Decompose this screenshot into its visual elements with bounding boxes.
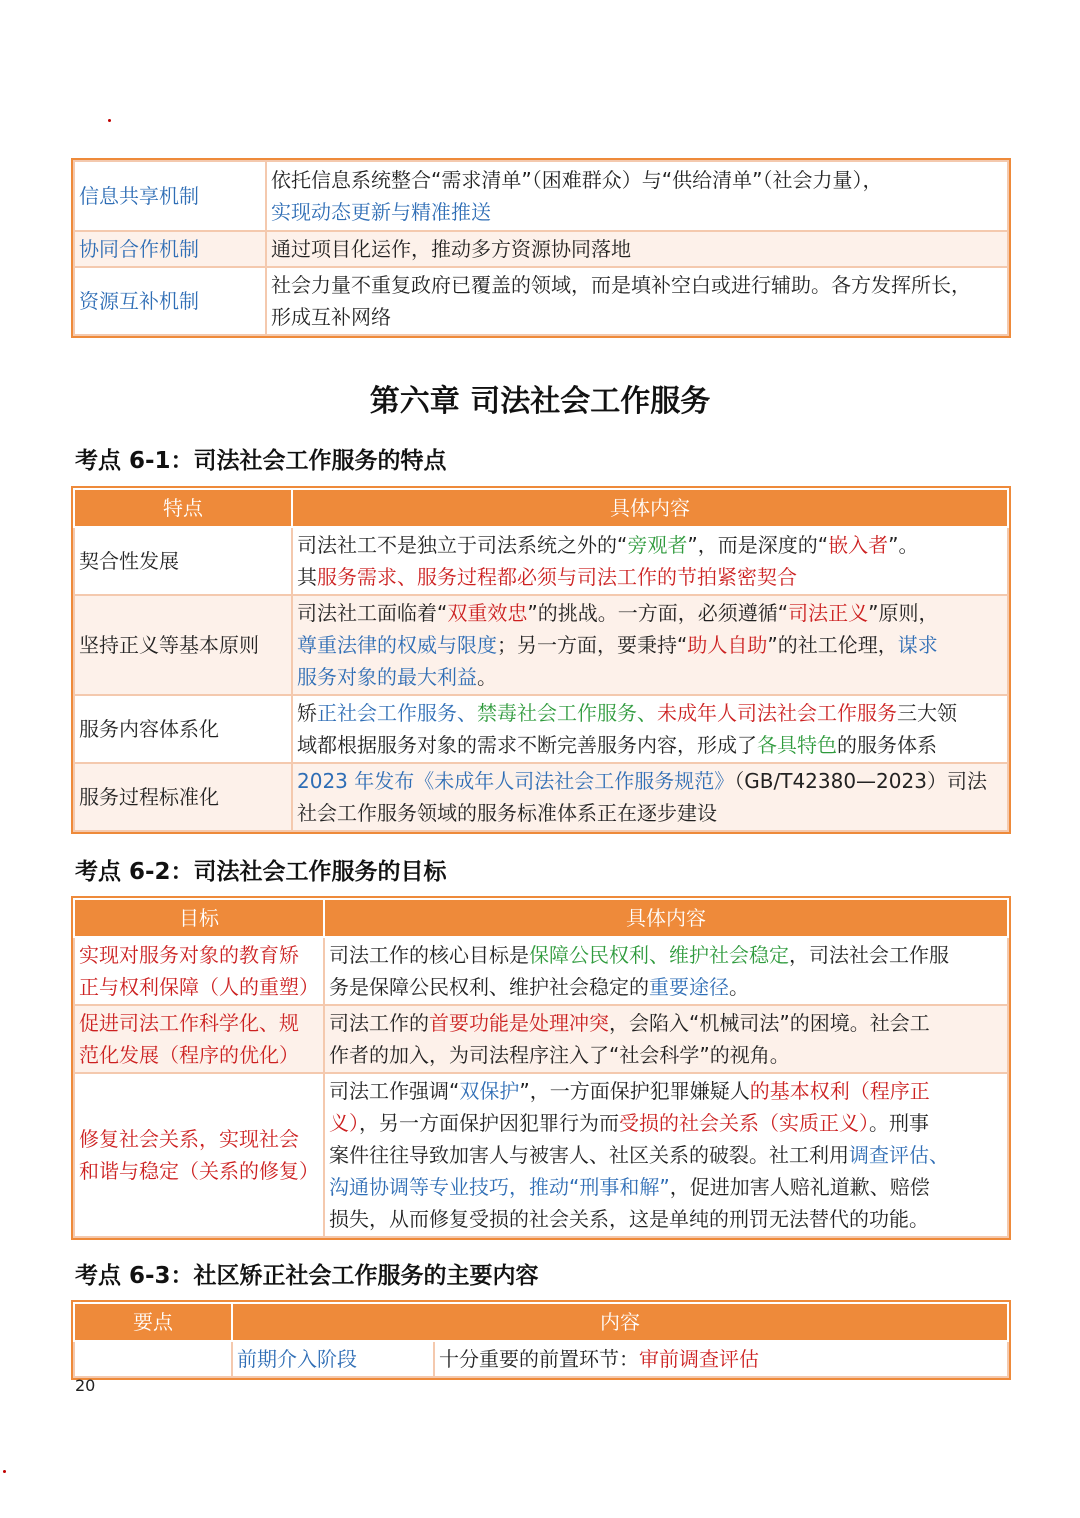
goal-line: 范化发展（程序的优化） [79, 1043, 299, 1067]
text-span: 司法工作的 [329, 1011, 429, 1035]
text-span: 务是保障公民权利、维护社会稳定的 [329, 975, 649, 999]
text-span: 双重效忠 [447, 601, 528, 625]
key-cell [74, 1341, 232, 1377]
goal-content [324, 937, 1008, 1005]
feature-name: 契合性发展 [74, 527, 292, 595]
feature-content [292, 595, 1008, 695]
table-header-row [74, 1303, 1008, 1341]
goal-name [74, 937, 324, 1005]
text-span: 嵌入者 [828, 533, 889, 557]
text-span: 审前调查评估 [639, 1347, 759, 1371]
content-line: 作者的加入，为司法程序注入了“社会科学”的视角。 [329, 1043, 790, 1067]
feature-name: 服务内容体系化 [74, 695, 292, 763]
text-span: 矫 [297, 701, 317, 725]
text-span: 重要途径 [649, 975, 729, 999]
content-line [297, 765, 1003, 797]
table-row [74, 595, 1008, 695]
mechanism-table [73, 160, 1009, 336]
text-span: 司法工作强调“ [329, 1079, 460, 1103]
text-span: 的基本权利（程序正 [749, 1079, 930, 1103]
content-line [297, 529, 1003, 561]
text-span: 各具特色 [757, 733, 837, 757]
content-line [329, 1075, 1003, 1107]
text-span: 十分重要的前置环节： [439, 1347, 639, 1371]
mechanism-content [266, 161, 1008, 231]
table-header-row [74, 489, 1008, 527]
text-span: 域都根据服务对象的需求不断完善服务内容，形成了 [297, 733, 757, 757]
text-span: ”，而是深度的“ [687, 533, 829, 557]
text-span: 沟通协调等专业技巧，推动“刑事和解” [329, 1175, 670, 1199]
column-header: 具体内容 [324, 899, 1008, 937]
feature-name: 坚持正义等基本原则 [74, 595, 292, 695]
content-line [297, 561, 1003, 593]
feature-content [292, 527, 1008, 595]
text-span: 的服务体系 [837, 733, 937, 757]
text-span: ，另一方面保护因犯罪行为而 [359, 1111, 619, 1135]
correction-table [73, 1302, 1009, 1378]
content-line: 实现动态更新与精准推送 [271, 200, 491, 224]
text-span: 保障公民权利、维护社会稳定 [529, 943, 789, 967]
text-span: 首要功能是处理冲突 [429, 1011, 609, 1035]
text-span: ；另一方面，要秉持“ [497, 633, 688, 657]
text-span: ，促进加害人赔礼道歉、赔偿 [669, 1175, 930, 1199]
text-span: 尊重法律的权威与限度 [297, 633, 497, 657]
red-dot-mark [3, 1470, 6, 1473]
table-row [74, 527, 1008, 595]
content-line [297, 661, 1003, 693]
text-span: 服务对象的最大利益 [297, 665, 477, 689]
features-table [73, 488, 1009, 832]
content-line [329, 939, 1003, 971]
content-line [297, 629, 1003, 661]
table-row [74, 1073, 1008, 1237]
content-line [329, 1171, 1003, 1203]
table-header-row [74, 899, 1008, 937]
content-line: 社会工作服务领域的服务标准体系正在逐步建设 [297, 801, 717, 825]
red-dot-mark [108, 119, 111, 122]
page-number: 20 [75, 1376, 96, 1395]
column-header: 内容 [232, 1303, 1008, 1341]
text-span: ”的挑战。一方面，必须遵循“ [527, 601, 789, 625]
table-row [74, 267, 1008, 335]
feature-content [292, 763, 1008, 831]
mechanism-name: 协同合作机制 [74, 231, 266, 267]
mechanism-content: 通过项目化运作，推动多方资源协同落地 [266, 231, 1008, 267]
text-span: 旁观者 [627, 533, 688, 557]
text-span: 司法正义 [788, 601, 869, 625]
section-title: 考点 6-1：司法社会工作服务的特点 [75, 448, 447, 474]
content-line [329, 1007, 1003, 1039]
goal-name [74, 1005, 324, 1073]
column-header: 目标 [74, 899, 324, 937]
section-title: 考点 6-2：司法社会工作服务的目标 [75, 859, 447, 885]
goal-content [324, 1005, 1008, 1073]
content-line [297, 697, 1003, 729]
table-row [74, 1341, 1008, 1377]
goal-line: 和谐与稳定（关系的修复） [79, 1159, 319, 1183]
table-row [74, 231, 1008, 267]
goal-content [324, 1073, 1008, 1237]
section-title: 考点 6-3：社区矫正社会工作服务的主要内容 [75, 1263, 539, 1289]
feature-content [292, 695, 1008, 763]
text-span: 。刑事 [869, 1111, 929, 1135]
column-header: 特点 [74, 489, 292, 527]
column-header: 具体内容 [292, 489, 1008, 527]
text-span: ，司法社会工作服 [789, 943, 949, 967]
goal-name [74, 1073, 324, 1237]
goal-line: 修复社会关系，实现社会 [79, 1127, 299, 1151]
text-span: 调查评估、 [849, 1143, 949, 1167]
content-line: 社会力量不重复政府已覆盖的领域，而是填补空白或进行辅助。各方发挥所长， [271, 273, 971, 297]
content-cell [434, 1341, 1008, 1377]
text-span: 2023 年发布《未成年人司法社会工作服务规范》 [297, 769, 735, 793]
text-span: 助人自助 [687, 633, 768, 657]
text-span: 。 [477, 665, 497, 689]
text-span: 未成年人司法社会工作服务 [657, 701, 897, 725]
text-span: 司法社工不是独立于司法系统之外的“ [297, 533, 628, 557]
goal-line: 正与权利保障（人的重塑） [79, 975, 319, 999]
text-span: 三大领 [897, 701, 957, 725]
text-span: 司法工作的核心目标是 [329, 943, 529, 967]
content-line [329, 971, 1003, 1003]
text-span: ”，一方面保护犯罪嫌疑人 [519, 1079, 750, 1103]
content-line [329, 1139, 1003, 1171]
text-span: 正社会工作服务、 [317, 701, 477, 725]
text-span: 。 [729, 975, 749, 999]
content-line [297, 729, 1003, 761]
mechanism-name: 资源互补机制 [74, 267, 266, 335]
text-span: ，会陷入“机械司法”的困境。社会工 [609, 1011, 930, 1035]
table-row [74, 161, 1008, 231]
content-line: 损失，从而修复受损的社会关系，这是单纯的刑罚无法替代的功能。 [329, 1207, 929, 1231]
text-span: 谋求 [897, 633, 938, 657]
goals-table [73, 898, 1009, 1238]
content-line [329, 1107, 1003, 1139]
mechanism-name: 信息共享机制 [74, 161, 266, 231]
table-row [74, 1005, 1008, 1073]
text-span: 服务需求、服务过程都必须与司法工作的节拍紧密契合 [317, 565, 797, 589]
content-line: 依托信息系统整合“需求清单”（困难群众）与“供给清单”（社会力量）， [271, 168, 883, 192]
text-span: ”原则， [868, 601, 939, 625]
column-header: 要点 [74, 1303, 232, 1341]
goal-line: 促进司法工作科学化、规 [79, 1011, 299, 1035]
table-row [74, 937, 1008, 1005]
text-span: 案件往往导致加害人与被害人、社区关系的破裂。社工利用 [329, 1143, 849, 1167]
goal-line: 实现对服务对象的教育矫 [79, 943, 299, 967]
content-line [297, 597, 1003, 629]
text-span: 司法社工面临着“ [297, 601, 448, 625]
text-span: ”的社工伦理， [767, 633, 898, 657]
text-span: 其 [297, 565, 317, 589]
text-span: 双保护 [459, 1079, 520, 1103]
chapter-title: 第六章 司法社会工作服务 [369, 384, 711, 419]
text-span: （GB/T42380—2023）司法 [734, 769, 987, 793]
table-row [74, 695, 1008, 763]
text-span: 义） [329, 1111, 359, 1135]
table-row [74, 763, 1008, 831]
text-span: 禁毒社会工作服务、 [477, 701, 657, 725]
mechanism-content [266, 267, 1008, 335]
stage-cell: 前期介入阶段 [232, 1341, 434, 1377]
text-span: ”。 [888, 533, 919, 557]
text-span: 受损的社会关系（实质正义） [619, 1111, 869, 1135]
content-line: 形成互补网络 [271, 305, 391, 329]
feature-name: 服务过程标准化 [74, 763, 292, 831]
